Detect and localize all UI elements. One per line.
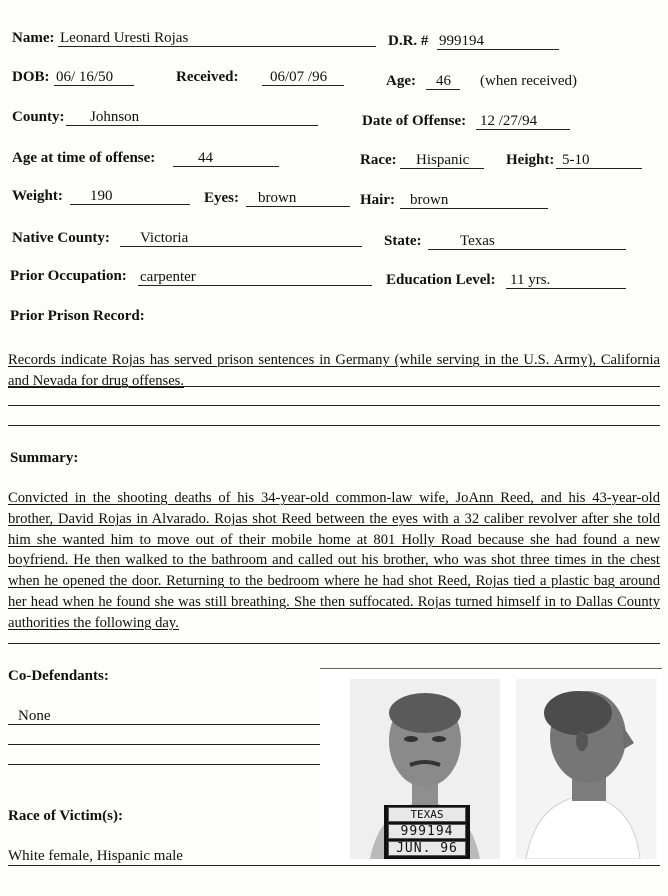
county-label: County: bbox=[12, 109, 65, 125]
age-at-offense-value: 44 bbox=[198, 150, 213, 166]
race-label: Race: bbox=[360, 152, 397, 168]
co-defendants-rule-3 bbox=[8, 764, 322, 765]
inmate-placard bbox=[384, 805, 470, 859]
front-mugshot-photo bbox=[350, 679, 500, 859]
summary-heading: Summary: bbox=[10, 450, 79, 466]
date-of-offense-value: 12 /27/94 bbox=[480, 113, 538, 129]
co-defendants-rule-1 bbox=[8, 724, 322, 725]
prior-prison-record-text: Records indicate Rojas has served prison sentences in Germany (while serving in the U.S. Army), California and Nevada for drug offenses. bbox=[8, 352, 660, 389]
weight-value: 190 bbox=[90, 188, 113, 204]
age-at-offense-label: Age at time of offense: bbox=[12, 150, 156, 166]
race-of-victims-rule bbox=[8, 865, 660, 866]
prior-record-rule-2 bbox=[8, 405, 660, 406]
state-label: State: bbox=[384, 233, 422, 249]
profile-mugshot-photo bbox=[516, 679, 656, 859]
race-value: Hispanic bbox=[416, 152, 470, 168]
hair-label: Hair: bbox=[360, 192, 395, 208]
state-underline bbox=[428, 249, 626, 250]
co-defendants-heading: Co-Defendants: bbox=[8, 668, 109, 684]
placard-state: TEXAS bbox=[388, 807, 466, 822]
received-value: 06/07 /96 bbox=[270, 69, 328, 85]
prior-record-rule-1 bbox=[8, 386, 660, 387]
placard-date: JUN. 96 bbox=[388, 841, 466, 856]
summary-rule bbox=[8, 643, 660, 644]
age-suffix: (when received) bbox=[480, 73, 578, 89]
date-of-offense-label: Date of Offense: bbox=[362, 113, 467, 129]
received-label: Received: bbox=[176, 69, 239, 85]
prior-occupation-value: carpenter bbox=[140, 269, 196, 285]
native-county-label: Native County: bbox=[12, 230, 110, 246]
race-of-victims-heading: Race of Victim(s): bbox=[8, 808, 123, 824]
dob-value: 06/ 16/50 bbox=[56, 69, 114, 85]
height-value: 5-10 bbox=[562, 152, 590, 168]
name-label: Name: bbox=[12, 30, 55, 46]
placard-number: 999194 bbox=[388, 824, 466, 839]
prior-occupation-label: Prior Occupation: bbox=[10, 268, 127, 284]
mugshot-panel bbox=[320, 668, 662, 865]
education-level-label: Education Level: bbox=[386, 272, 496, 288]
native-county-value: Victoria bbox=[140, 230, 189, 246]
eyes-label: Eyes: bbox=[204, 190, 239, 206]
prior-record-rule-3 bbox=[8, 425, 660, 426]
summary-text: Convicted in the shooting deaths of his 34-year-old common-law wife, JoAnn Reed, and his 43-year-old brother, David Rojas in Alvarado. Rojas shot Reed between the eyes with a 32 caliber revolver after she told him she wanted him to move out of their mobile home at 801 Holly Road because she had found a new boyfriend. He then walked to the bathroom and called out his brother, who was shot three times in the chest when he opened the door. Returning to the bedroom where he had shot Reed, Rojas tied a plastic bag around her head when he found she was still breathing. She then suffocated. Rojas turned himself in to Dallas County authorities the following day. bbox=[8, 490, 660, 631]
age-label: Age: bbox=[386, 73, 416, 89]
co-defendants-value: None bbox=[18, 708, 51, 724]
county-value: Johnson bbox=[90, 109, 140, 125]
prior-prison-record-heading: Prior Prison Record: bbox=[10, 308, 145, 324]
height-label: Height: bbox=[506, 152, 555, 168]
profile-portrait-image bbox=[516, 679, 656, 859]
dr-label: D.R. # bbox=[388, 33, 429, 49]
co-defendants-rule-2 bbox=[8, 744, 322, 745]
weight-label: Weight: bbox=[12, 188, 63, 204]
race-of-victims-value: White female, Hispanic male bbox=[8, 848, 183, 864]
education-level-value: 11 yrs. bbox=[510, 272, 551, 288]
age-value: 46 bbox=[436, 73, 451, 89]
state-value: Texas bbox=[460, 233, 495, 249]
eyes-value: brown bbox=[258, 190, 297, 206]
dob-label: DOB: bbox=[12, 69, 50, 85]
hair-value: brown bbox=[410, 192, 449, 208]
dr-value: 999194 bbox=[439, 33, 484, 49]
weight-underline bbox=[70, 204, 190, 205]
age-at-offense-underline bbox=[173, 166, 279, 167]
name-value: Leonard Uresti Rojas bbox=[60, 30, 189, 46]
